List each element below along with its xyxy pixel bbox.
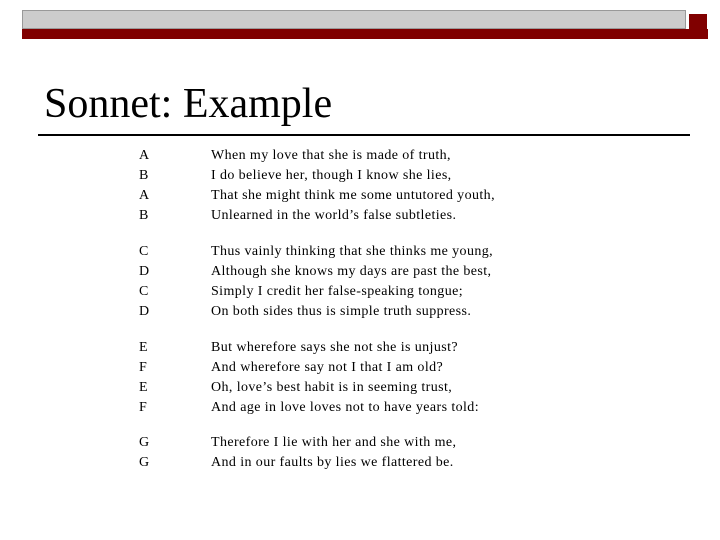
- verse-text: And in our faults by lies we flattered be.: [211, 455, 454, 470]
- verse-text: Although she knows my days are past the best,: [211, 264, 492, 279]
- corner-square-fill: [689, 24, 707, 32]
- stanza-4: [0, 433, 720, 473]
- verse-line: [0, 378, 720, 398]
- verse-line: [0, 398, 720, 418]
- stanza-2: [0, 242, 720, 322]
- rhyme-letter: D: [139, 264, 150, 279]
- verse-line: [0, 262, 720, 282]
- verse-line: [0, 146, 720, 166]
- verse-line: [0, 282, 720, 302]
- title-underline: [38, 134, 690, 136]
- verse-text: Simply I credit her false-speaking tongue;: [211, 284, 464, 299]
- rhyme-letter: E: [139, 380, 148, 395]
- verse-text: Therefore I lie with her and she with me,: [211, 435, 457, 450]
- stanza-1: [0, 146, 720, 226]
- verse-line: [0, 242, 720, 262]
- top-decorative-bar: [22, 10, 708, 39]
- top-band-light: [22, 10, 686, 29]
- verse-line: [0, 433, 720, 453]
- rhyme-letter: C: [139, 244, 149, 259]
- verse-line: [0, 206, 720, 226]
- slide-title: Sonnet: Example: [44, 81, 333, 127]
- stanza-3: [0, 338, 720, 418]
- verse-text: And age in love loves not to have years told:: [211, 400, 479, 415]
- rhyme-letter: B: [139, 208, 149, 223]
- verse-line: [0, 338, 720, 358]
- verse-line: [0, 166, 720, 186]
- rhyme-letter: F: [139, 400, 148, 415]
- verse-text: Thus vainly thinking that she thinks me young,: [211, 244, 494, 259]
- verse-line: [0, 302, 720, 322]
- rhyme-letter: E: [139, 340, 148, 355]
- verse-text: And wherefore say not I that I am old?: [211, 360, 444, 375]
- rhyme-letter: A: [139, 148, 150, 163]
- top-band-dark: [22, 29, 708, 39]
- verse-text: That she might think me some untutored youth,: [211, 188, 495, 203]
- verse-text: But wherefore says she not she is unjust?: [211, 340, 458, 355]
- verse-text: Unlearned in the world’s false subtleties.: [211, 208, 457, 223]
- verse-line: [0, 186, 720, 206]
- verse-text: On both sides thus is simple truth suppress.: [211, 304, 472, 319]
- verse-text: Oh, love’s best habit is in seeming trust,: [211, 380, 453, 395]
- verse-text: I do believe her, though I know she lies,: [211, 168, 452, 183]
- rhyme-letter: F: [139, 360, 148, 375]
- rhyme-letter: A: [139, 188, 150, 203]
- verse-text: When my love that she is made of truth,: [211, 148, 451, 163]
- rhyme-letter: D: [139, 304, 150, 319]
- rhyme-letter: C: [139, 284, 149, 299]
- verse-line: [0, 453, 720, 473]
- verse-line: [0, 358, 720, 378]
- rhyme-letter: G: [139, 435, 150, 450]
- rhyme-letter: G: [139, 455, 150, 470]
- rhyme-letter: B: [139, 168, 149, 183]
